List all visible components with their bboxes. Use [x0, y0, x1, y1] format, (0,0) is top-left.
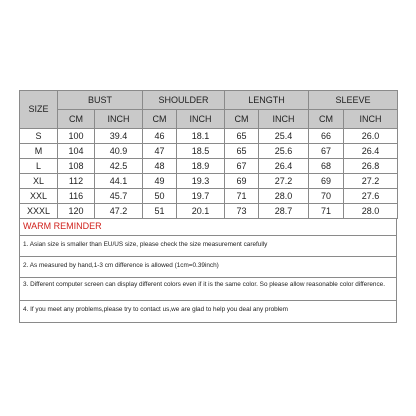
unit-header: CM: [309, 110, 344, 129]
measurement-cell: 27.6: [344, 189, 398, 204]
note-item: 3. Different computer screen can display different colors even if it is the same color. So please allow reasonable color difference.: [20, 278, 396, 301]
measurement-cell: 19.7: [177, 189, 225, 204]
table-row: [20, 204, 398, 219]
measurement-cell: 67: [225, 159, 259, 174]
measurement-cell: 104: [58, 144, 95, 159]
group-header-bust: BUST: [58, 91, 143, 110]
measurement-cell: 68: [309, 159, 344, 174]
measurement-cell: 47.2: [95, 204, 143, 219]
size-rows: [20, 129, 398, 219]
measurement-cell: 71: [309, 204, 344, 219]
measurement-cell: 67: [309, 144, 344, 159]
size-chart: [19, 90, 397, 323]
size-cell: S: [20, 129, 58, 144]
size-cell: L: [20, 159, 58, 174]
table-row: [20, 129, 398, 144]
size-cell: XXXL: [20, 204, 58, 219]
group-header-shoulder: SHOULDER: [143, 91, 225, 110]
unit-header: INCH: [95, 110, 143, 129]
unit-header: CM: [225, 110, 259, 129]
table-row: [20, 144, 398, 159]
measurement-cell: 44.1: [95, 174, 143, 189]
measurement-cell: 45.7: [95, 189, 143, 204]
unit-header: CM: [58, 110, 95, 129]
measurement-cell: 26.8: [344, 159, 398, 174]
unit-header: INCH: [259, 110, 309, 129]
note-item: 2. As measured by hand,1-3 cm difference is allowed (1cm=0.39inch): [20, 257, 396, 278]
group-header-sleeve: SLEEVE: [309, 91, 398, 110]
measurement-cell: 120: [58, 204, 95, 219]
measurement-cell: 25.6: [259, 144, 309, 159]
measurement-cell: 27.2: [344, 174, 398, 189]
measurement-cell: 65: [225, 129, 259, 144]
measurement-cell: 27.2: [259, 174, 309, 189]
measurement-cell: 50: [143, 189, 177, 204]
header-row-units: [20, 110, 398, 129]
measurement-cell: 73: [225, 204, 259, 219]
measurement-cell: 19.3: [177, 174, 225, 189]
warm-reminder: [19, 219, 397, 323]
unit-header: INCH: [177, 110, 225, 129]
measurement-cell: 66: [309, 129, 344, 144]
unit-header: CM: [143, 110, 177, 129]
size-cell: M: [20, 144, 58, 159]
measurement-cell: 116: [58, 189, 95, 204]
measurement-cell: 69: [309, 174, 344, 189]
header-row-groups: [20, 91, 398, 110]
size-table: [19, 90, 398, 219]
warm-reminder-heading: WARM REMINDER: [20, 219, 396, 236]
measurement-cell: 71: [225, 189, 259, 204]
size-cell: XL: [20, 174, 58, 189]
measurement-cell: 28.0: [259, 189, 309, 204]
measurement-cell: 18.1: [177, 129, 225, 144]
measurement-cell: 26.4: [259, 159, 309, 174]
measurement-cell: 69: [225, 174, 259, 189]
size-header: SIZE: [20, 91, 58, 129]
measurement-cell: 25.4: [259, 129, 309, 144]
note-item: 1. Asian size is smaller than EU/US size, please check the size measurement carefully: [20, 236, 396, 257]
measurement-cell: 20.1: [177, 204, 225, 219]
table-row: [20, 174, 398, 189]
measurement-cell: 47: [143, 144, 177, 159]
measurement-cell: 26.0: [344, 129, 398, 144]
measurement-cell: 18.5: [177, 144, 225, 159]
measurement-cell: 112: [58, 174, 95, 189]
unit-header: INCH: [344, 110, 398, 129]
note-item: 4. If you meet any problems,please try to contact us,we are glad to help you deal any problem: [20, 301, 396, 323]
measurement-cell: 100: [58, 129, 95, 144]
size-cell: XXL: [20, 189, 58, 204]
measurement-cell: 65: [225, 144, 259, 159]
group-header-length: LENGTH: [225, 91, 309, 110]
measurement-cell: 42.5: [95, 159, 143, 174]
measurement-cell: 108: [58, 159, 95, 174]
table-row: [20, 159, 398, 174]
measurement-cell: 51: [143, 204, 177, 219]
measurement-cell: 70: [309, 189, 344, 204]
measurement-cell: 39.4: [95, 129, 143, 144]
measurement-cell: 26.4: [344, 144, 398, 159]
table-row: [20, 189, 398, 204]
measurement-cell: 18.9: [177, 159, 225, 174]
measurement-cell: 28.7: [259, 204, 309, 219]
measurement-cell: 48: [143, 159, 177, 174]
measurement-cell: 49: [143, 174, 177, 189]
measurement-cell: 46: [143, 129, 177, 144]
measurement-cell: 28.0: [344, 204, 398, 219]
measurement-cell: 40.9: [95, 144, 143, 159]
